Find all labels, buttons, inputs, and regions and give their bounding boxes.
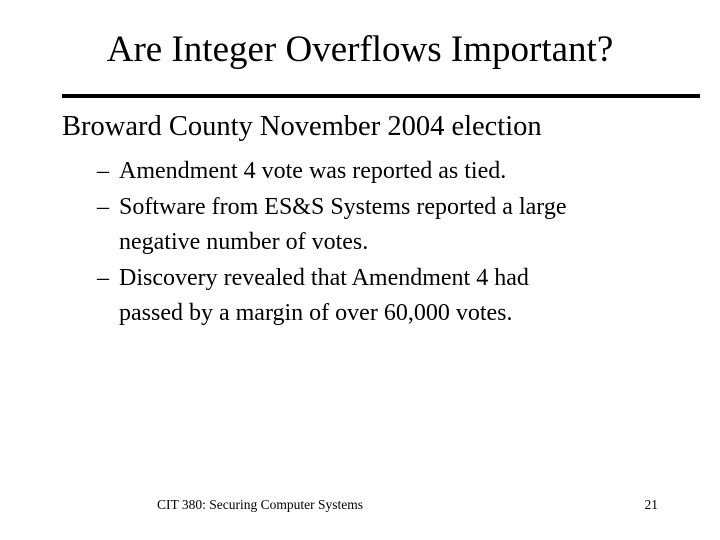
dash-marker: –	[97, 158, 109, 184]
sub-bullet-2	[97, 190, 687, 261]
dash-marker: –	[97, 193, 109, 220]
page-number: 21	[644, 497, 658, 512]
sub-bullet-text: Amendment 4 vote was reported as tied.	[119, 158, 507, 184]
sub-bullet-text: Software from ES&S Systems reported a large	[119, 193, 567, 220]
sub-bullet-text-continued: negative number of votes.	[119, 229, 369, 255]
sub-bullet-text: Discovery revealed that Amendment 4 had	[119, 264, 529, 291]
sub-bullet-list	[97, 154, 687, 332]
slide-title: Are Integer Overflows Important?	[106, 29, 614, 70]
main-bullet: Broward County November 2004 election	[62, 111, 542, 142]
sub-bullet-3	[97, 261, 687, 332]
footer-course-name: CIT 380: Securing Computer Systems	[157, 497, 363, 512]
sub-bullet-1	[97, 154, 687, 190]
dash-marker: –	[97, 264, 109, 291]
title-divider	[62, 94, 700, 98]
sub-bullet-text-continued: passed by a margin of over 60,000 votes.	[119, 300, 513, 326]
